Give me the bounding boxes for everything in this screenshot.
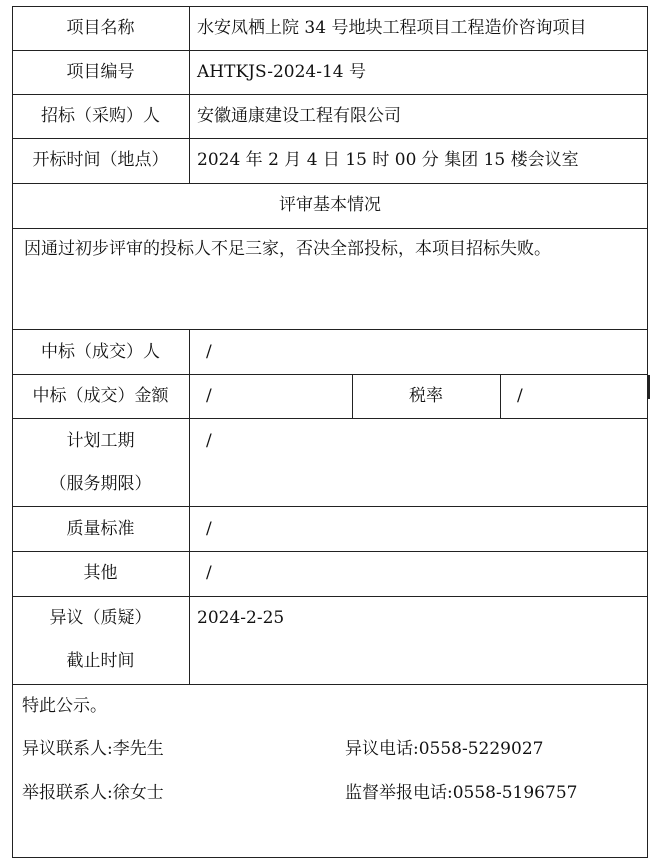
row-divider [12, 138, 648, 139]
period-label-line1: 计划工期 [66, 431, 135, 451]
tenderer-label: 招标（采购）人 [41, 106, 160, 126]
amount-value: / [206, 386, 212, 406]
row-divider [12, 374, 648, 375]
opening-label: 开标时间（地点） [32, 150, 169, 170]
row-divider [12, 418, 648, 419]
row-divider [12, 684, 648, 685]
project-name-value: 水安凤栖上院 34 号地块工程项目工程造价咨询项目 [197, 18, 587, 38]
objection-label-line1: 异议（质疑） [49, 608, 152, 628]
objection-deadline-value: 2024-2-25 [197, 608, 285, 628]
column-divider [500, 374, 501, 418]
row-divider [12, 506, 648, 507]
notice-intro: 特此公示。 [22, 696, 107, 716]
objection-label-line2: 截止时间 [66, 651, 135, 671]
project-code-label: 项目编号 [66, 62, 135, 82]
row-divider [12, 329, 648, 330]
row-divider [12, 94, 648, 95]
amount-label: 中标（成交）金额 [32, 386, 169, 406]
review-heading: 评审基本情况 [279, 195, 381, 215]
tenderer-value: 安徽通康建设工程有限公司 [197, 106, 401, 126]
review-text: 因通过初步评审的投标人不足三家，否决全部投标，本项目招标失败。 [24, 239, 551, 259]
row-divider [12, 228, 648, 229]
tax-rate-label: 税率 [409, 386, 443, 406]
other-label: 其他 [83, 563, 118, 583]
report-phone: 监督举报电话:0558-5196757 [345, 783, 578, 803]
tax-rate-value: / [517, 386, 523, 406]
column-divider [189, 6, 190, 183]
column-divider [189, 329, 190, 684]
table-edge-mark [648, 375, 650, 399]
winner-value: / [206, 342, 212, 362]
period-label-line2: （服务期限） [49, 474, 152, 494]
report-contact: 举报联系人:徐女士 [22, 783, 164, 803]
project-code-value: AHTKJS-2024-14 号 [197, 62, 367, 82]
winner-label: 中标（成交）人 [41, 342, 160, 362]
row-divider [12, 551, 648, 552]
quality-label: 质量标准 [66, 519, 135, 539]
row-divider [12, 183, 648, 184]
quality-value: / [206, 519, 212, 539]
objection-contact: 异议联系人:李先生 [22, 739, 164, 759]
other-value: / [206, 563, 212, 583]
objection-phone: 异议电话:0558-5229027 [345, 739, 544, 759]
row-divider [12, 50, 648, 51]
period-value: / [206, 431, 212, 451]
project-name-label: 项目名称 [66, 18, 135, 38]
row-divider [12, 596, 648, 597]
opening-value: 2024 年 2 月 4 日 15 时 00 分 集团 15 楼会议室 [197, 150, 579, 170]
